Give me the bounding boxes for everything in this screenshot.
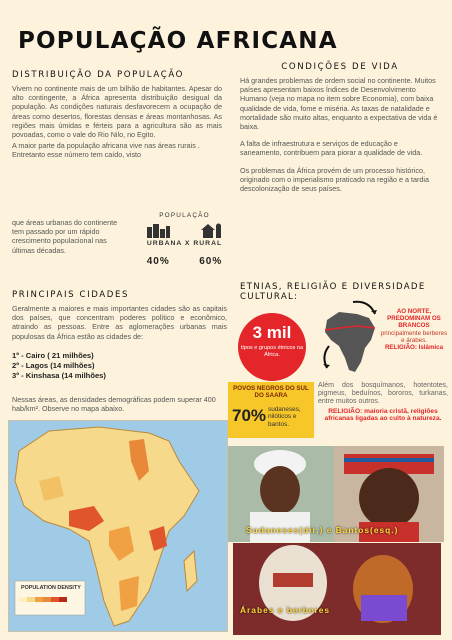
etnias-circle (238, 313, 306, 381)
populacao-label: POPULAÇÃO (159, 212, 210, 219)
etnias-count: 3 mil (252, 323, 292, 342)
south-info (228, 382, 314, 438)
south-religion: RELIGIÃO: maioria cristã, religiões africanas ligadas ao culto à natureza. (324, 407, 442, 423)
caption-arabes-berberes: Árabes e berberes (240, 605, 331, 615)
populacao-block (12, 212, 232, 288)
distribuicao-paragraph-2: A maior parte da população africana vive nas áreas rurais . Entretanto esse número tem caído, visto (12, 141, 200, 160)
north-religion: RELIGIÃO: Islâmica (384, 344, 444, 352)
condicoes-paragraph-2: A falta de infraestrutura e serviços de educação e saneamento, contribuem para piorar a qualidade de vida. (240, 139, 423, 158)
africa-map-icon (9, 421, 228, 632)
rural-percent: 60% (199, 256, 223, 267)
populacao-figure (132, 212, 237, 267)
north-subtitle: principalmente berberes e árabes. (380, 329, 448, 344)
distribuicao-heading: DISTRIBUIÇÃO DA POPULAÇÃO (12, 70, 185, 80)
cidades-tail: Nessas áreas, as densidades demográficas podem superar 400 hab/km². Observe no mapa abaixo. (12, 394, 216, 414)
condicoes-section (240, 62, 440, 193)
distribuicao-paragraph-1: Vivem no continente mais de um bilhão de habitantes. Apesar do alto contingente, a África apresenta distribuição desigual da população. As condições naturais desfavorecem a ocupação de áreas como desertos, florestas densas e áreas montanhosas. As regiões mais úmidas e férteis para a agricultura são as mais povoadas, como o vale do Rio Nilo, no Egito. (12, 84, 222, 140)
cidades-section (12, 290, 227, 413)
cidades-paragraph: Geralmente a maiores e mais importantes cidades são as capitais dos países, que concentram poderes político e econômico, atraindo as pessoas. Entre as aglomerações urbanas mais populosas da África estão as cidades de: (12, 304, 227, 341)
caption-sudaneses-bantos: Sudaneses(dir.) e Bantos(esq.) (246, 525, 399, 535)
etnias-count-label: tipos e grupos étnicos na África. (240, 345, 304, 358)
south-text: sudaneses, nilóticos e bantos. (268, 406, 301, 428)
africa-silhouette-icon (317, 298, 381, 378)
other-peoples (318, 382, 448, 423)
urban-percent: 40% (146, 256, 170, 267)
etnias-heading: ETNIAS, RELIGIÃO E DIVERSIDADE CULTURAL: (240, 282, 426, 302)
farm-icon (198, 222, 224, 238)
list-item: 1º - Cairo ( 21 milhões) (12, 350, 94, 360)
cidades-heading: PRINCIPAIS CIDADES (12, 290, 130, 300)
north-info (380, 308, 448, 351)
condicoes-paragraph-1: Há grandes problemas de ordem social no continente. Muitos países apresentam baixos Índices de Desenvolvimento Humano (veja no mapa no item sobre Economia), com baixa qualidade de vida, fome e miséria. As taxas de natalidade e mortalidade são muito altas, enquanto a expectativa de vida é baixa. (240, 76, 438, 132)
city-icon (145, 222, 171, 238)
map-legend-title: POPULATION DENSITY (21, 585, 81, 591)
south-title: POVOS NEGROS DO SUL DO SAARA (233, 385, 309, 399)
other-peoples-text: Além dos bosquímanos, hotentotes, pigmeus, beduínos, bororos, turkanas, entre muitos outros. (318, 382, 448, 406)
page-title: POPULAÇÃO AFRICANA (18, 28, 338, 54)
condicoes-heading: CONDIÇÕES DE VIDA (281, 62, 399, 72)
condicoes-paragraph-3: Os problemas da África provém de um processo histórico, originado com o imperialismo praticado na região e a tardia descolonização de seus países. (240, 165, 429, 194)
cidades-list (12, 351, 227, 381)
photo-arabs-berbers (233, 543, 441, 635)
distribuicao-section (12, 70, 222, 160)
south-percent: 70% (232, 406, 267, 425)
north-title: AO NORTE, PREDOMINAM OS BRANCOS (387, 308, 441, 330)
population-density-map (8, 420, 228, 632)
list-item: 2º - Lagos (14 milhões) (12, 360, 95, 370)
urbana-rural-label: URBANA X RURAL (146, 240, 223, 247)
list-item: 3º - Kinshasa (14 milhões) (12, 370, 106, 380)
distribuicao-paragraph-3: que áreas urbanas do continente tem passado por um rápido crescimento populacional nas últimas décadas. (12, 218, 118, 255)
